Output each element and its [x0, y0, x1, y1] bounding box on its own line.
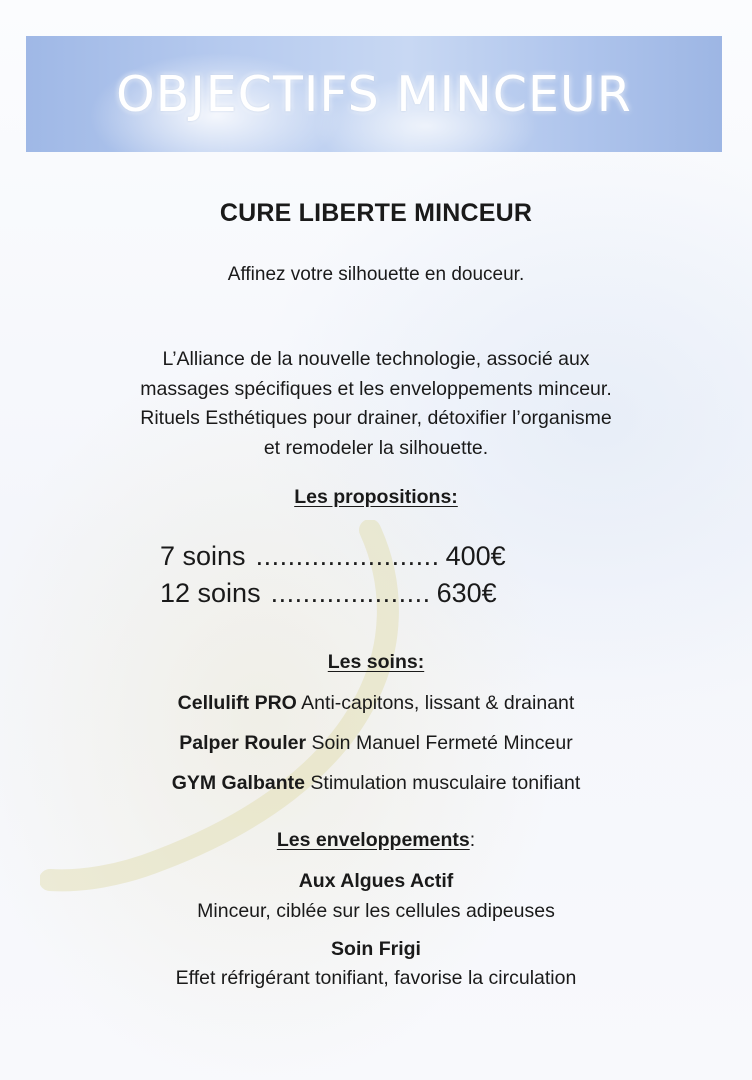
propositions-heading: Les propositions: — [294, 486, 458, 508]
page-title: CURE LIBERTE MINCEUR — [219, 199, 533, 227]
enveloppement-desc: Minceur, ciblée sur les cellules adipeuses — [197, 900, 555, 922]
soins-heading: Les soins: — [327, 651, 425, 673]
enveloppement-name: Soin Frigi — [331, 938, 421, 960]
subtitle: Affinez votre silhouette en douceur. — [227, 264, 525, 285]
soin-name: Palper Rouler — [179, 732, 307, 754]
soin-item — [0, 772, 752, 795]
soin-desc: Anti-capitons, lissant & drainant — [301, 692, 575, 714]
soin-name: Cellulift PRO — [177, 692, 297, 714]
price-dots: ....................... — [255, 541, 440, 571]
soin-desc: Soin Manuel Fermeté Minceur — [311, 732, 573, 754]
intro-line: Rituels Esthétiques pour drainer, détoxifier l’organisme — [140, 407, 612, 429]
soin-item — [0, 692, 752, 715]
price-value: 630€ — [436, 578, 497, 608]
enveloppement-desc: Effet réfrigérant tonifiant, favorise la circulation — [175, 967, 577, 989]
soin-name: GYM Galbante — [171, 772, 305, 794]
price-qty: 7 soins — [160, 541, 246, 571]
intro-line: massages spécifiques et les enveloppements minceur. — [140, 377, 612, 400]
price-value: 400€ — [445, 541, 506, 571]
header-banner — [26, 36, 722, 152]
intro-line: L’Alliance de la nouvelle technologie, associé aux — [162, 348, 590, 370]
price-dots: .................... — [270, 578, 431, 608]
price-list — [160, 538, 506, 612]
price-qty: 12 soins — [160, 578, 261, 608]
intro-paragraph — [0, 345, 752, 463]
price-item — [160, 575, 506, 612]
enveloppements-heading-row — [0, 829, 752, 852]
enveloppement-name: Aux Algues Actif — [298, 870, 454, 892]
banner-title: OBJECTIFS MINCEUR — [116, 65, 632, 123]
soin-desc: Stimulation musculaire tonifiant — [310, 772, 581, 794]
enveloppements-heading: Les enveloppements — [276, 829, 470, 851]
intro-line: et remodeler la silhouette. — [263, 436, 489, 459]
soin-item — [0, 732, 752, 755]
price-item — [160, 538, 506, 575]
enveloppements-heading-colon: : — [469, 829, 476, 851]
